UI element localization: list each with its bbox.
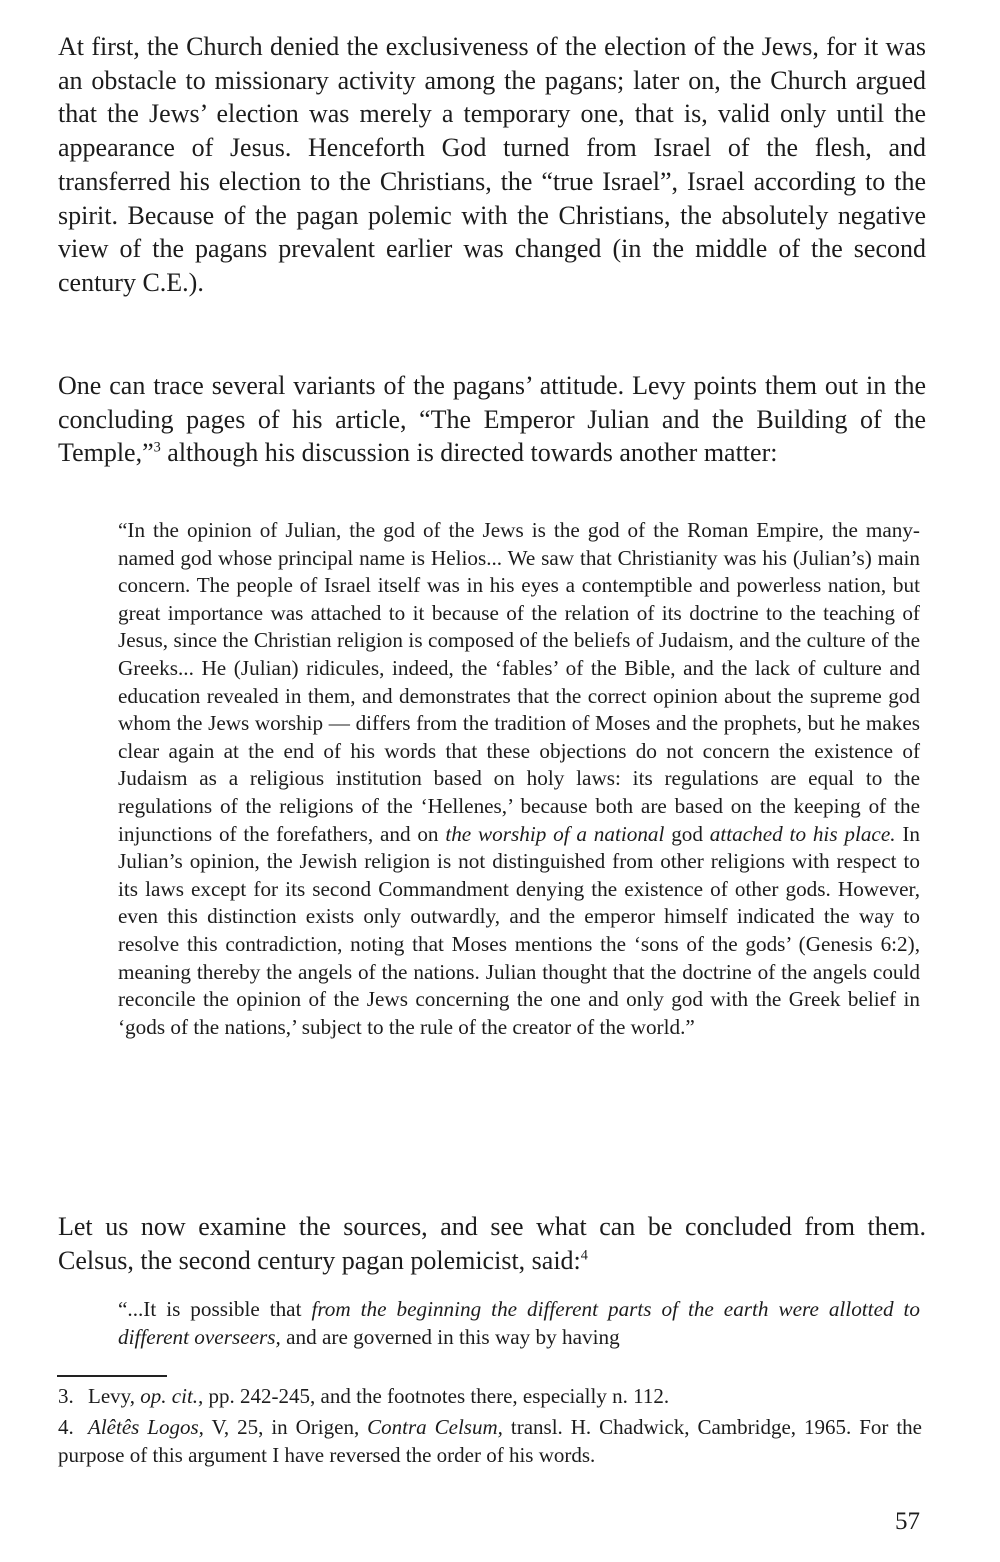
footnote-divider: [57, 1375, 167, 1377]
quote-italic: from the beginning the different parts of the earth were allotted to different overseers,: [118, 1297, 920, 1349]
paragraph-text: Let us now examine the sources, and see what can be concluded from them. Celsus, the second century pagan polemicist, said:: [58, 1212, 926, 1275]
footnote-text: transl. H. Chadwick, Cambridge, 1965. For the purpose of this argument I have reversed the order of his words.: [58, 1415, 922, 1467]
quote-text: In Julian’s opinion, the Jewish religion is not distinguished from other religions with respect to its laws except for its second Commandment denying the existence of other gods. However, even this distinction exists only outwardly, and the emperor himself indicated the way to resolve this contradiction, noting that Moses mentions the ‘sons of the gods’ (Genesis 6:2), meaning thereby the angels of the nations. Julian thought that the doctrine of the angels could reconcile the opinion of the Jews concerning the one and only god with the Greek belief in ‘gods of the nations,’ subject to the rule of the creator of the world.”: [118, 821, 920, 1039]
footnote-text: Levy,: [88, 1384, 141, 1408]
quote-text: god: [664, 821, 710, 846]
block-quote-levy: [118, 517, 920, 1041]
quote-text: “...It is possible that: [118, 1297, 312, 1321]
block-quote-celsus: [118, 1296, 920, 1352]
footnote-number: 4.: [58, 1415, 74, 1439]
footnote-text: V, 25, in Origen,: [203, 1415, 368, 1439]
footnote-number: 3.: [58, 1384, 74, 1408]
paragraph-celsus: [58, 1210, 926, 1277]
quote-text: “In the opinion of Julian, the god of the Jews is the god of the Roman Empire, the many-named god whose principal name is Helios... We saw that Christianity was his (Julian’s) main concern. The people of Israel itself was in his eyes a contemptible and powerless nation, but great importance was attached to it because of the relation of its doctrine to the teaching of Jesus, since the Christian religion is composed of the beliefs of Judaism, and the culture of the Greeks... He (Julian) ridicules, indeed, the ‘fables’ of the Bible, and the lack of culture and education revealed in them, and demonstrates that the correct opinion about the supreme god whom the Jews worship — differs from the tradition of Moses and the prophets, but he makes clear again at the end of his words that these objections do not concern the existence of Judaism as a religious institution based on holy laws: its regulations are equal to the regulations of the religions of the ‘Hellenes,’ because both are based on the keeping of the injunctions of the forefathers, and on: [118, 518, 920, 846]
footnote-ref-3[interactable]: 3: [153, 439, 161, 456]
footnote-italic: Alêtês Logos,: [88, 1415, 204, 1439]
footnote-text: pp. 242-245, and the footnotes there, especially n. 112.: [203, 1384, 670, 1408]
quote-italic: attached to his place.: [709, 821, 896, 846]
quote-text: and are governed in this way by having: [280, 1324, 620, 1349]
footnote-4: [58, 1413, 922, 1469]
footnote-ref-4[interactable]: 4: [580, 1247, 588, 1264]
footnote-3: [58, 1382, 922, 1410]
paragraph-text: One can trace several variants of the pagans’ attitude. Levy points them out in the concluding pages of his article, “The Emperor Julian and the Building of the Temple,”: [58, 371, 926, 468]
paragraph-pagan-variants: [58, 369, 926, 470]
page-number: 57: [895, 1508, 920, 1535]
footnote-italic: op. cit.,: [140, 1384, 204, 1408]
footnote-italic: Contra Celsum,: [367, 1415, 503, 1439]
paragraph-text: although his discussion is directed towards another matter:: [160, 438, 778, 468]
paragraph-church-election: At first, the Church denied the exclusiveness of the election of the Jews, for it was an obstacle to missionary activity among the pagans; later on, the Church argued that the Jews’ election was merely a temporary one, that is, valid only until the appearance of Jesus. Henceforth God turned from Israel of the flesh, and transferred his election to the Christians, the “true Israel”, Israel according to the spirit. Because of the pagan polemic with the Christians, the absolutely negative view of the pagans prevalent earlier was changed (in the middle of the second century C.E.).: [58, 32, 926, 297]
quote-italic: the worship of a national: [445, 821, 665, 846]
